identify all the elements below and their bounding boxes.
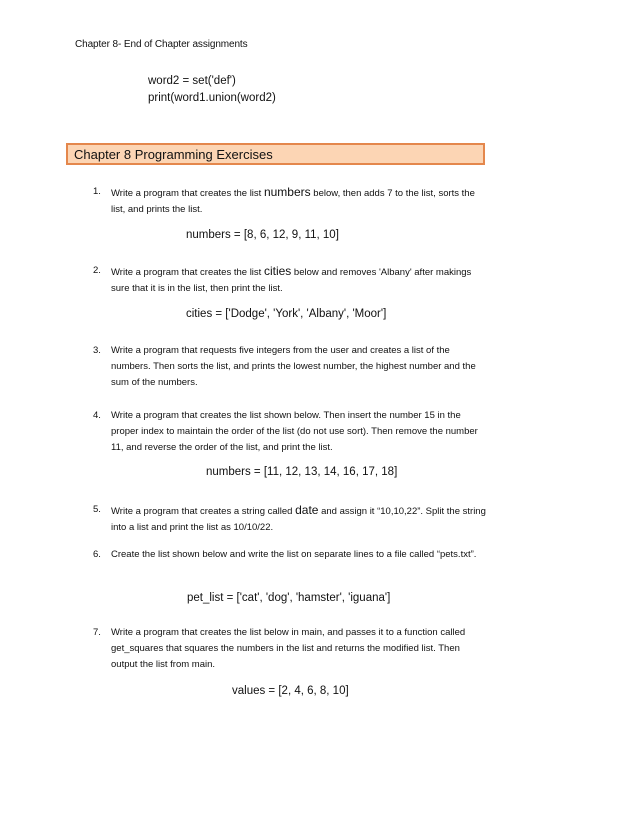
exercise-text: Write a program that creates the list shown below. Then insert the number 15 in the proper index to maintain the order of the list (do not use sort). Then remove the number 11, and reverse the order of the list, and print the list. (111, 410, 478, 453)
exercise-5 (93, 502, 488, 536)
exercise-7 (93, 625, 488, 673)
section-title: Chapter 8 Programming Exercises (66, 143, 485, 165)
exercise-text: Write a program that creates a string called date and assign it “10,10,22”. Split the string into a list and print the list as 10/10/22. (111, 503, 486, 533)
exercise-number: 6. (93, 549, 101, 560)
exercise-number: 5. (93, 504, 101, 515)
exercise-text: Create the list shown below and write the list on separate lines to a file called “pets.txt”. (111, 549, 477, 560)
top-code-block (148, 73, 276, 107)
exercise-4 (93, 408, 488, 456)
exercise-6 (93, 547, 488, 563)
exercise-6-code: pet_list = ['cat', 'dog', 'hamster', 'iguana'] (187, 592, 391, 604)
keyword: numbers (263, 185, 311, 199)
exercise-number: 4. (93, 410, 101, 421)
code-line: word2 = set('def') (148, 75, 236, 87)
exercise-7-code: values = [2, 4, 6, 8, 10] (232, 685, 349, 697)
exercise-2 (93, 263, 488, 297)
exercise-number: 3. (93, 345, 101, 356)
exercise-1-code: numbers = [8, 6, 12, 9, 11, 10] (186, 229, 339, 241)
exercise-number: 2. (93, 265, 101, 276)
exercise-number: 1. (93, 186, 101, 197)
page-header: Chapter 8- End of Chapter assignments (75, 39, 248, 50)
exercise-text: Write a program that creates the list below in main, and passes it to a function called get_squares that squares the numbers in the list and returns the modified list. Then output the list from main. (111, 627, 466, 670)
exercise-number: 7. (93, 627, 101, 638)
exercise-text: Write a program that creates the list cities below and removes 'Albany' after makings sure that it is in the list, then print the list. (111, 264, 472, 294)
exercise-text: Write a program that requests five integers from the user and creates a list of the numbers. Then sorts the list, and prints the lowest number, the highest number and the sum of the numbers. (111, 345, 476, 388)
exercise-1 (93, 184, 488, 218)
code-line: print(word1.union(word2) (148, 92, 276, 104)
exercise-text: Write a program that creates the list numbers below, then adds 7 to the list, sorts the list, and prints the list. (111, 185, 475, 215)
exercise-2-code: cities = ['Dodge', 'York', 'Albany', 'Moor'] (186, 308, 387, 320)
exercise-3 (93, 343, 488, 391)
exercise-4-code: numbers = [11, 12, 13, 14, 16, 17, 18] (206, 466, 398, 478)
keyword: cities (263, 264, 292, 278)
keyword: date (295, 503, 319, 517)
